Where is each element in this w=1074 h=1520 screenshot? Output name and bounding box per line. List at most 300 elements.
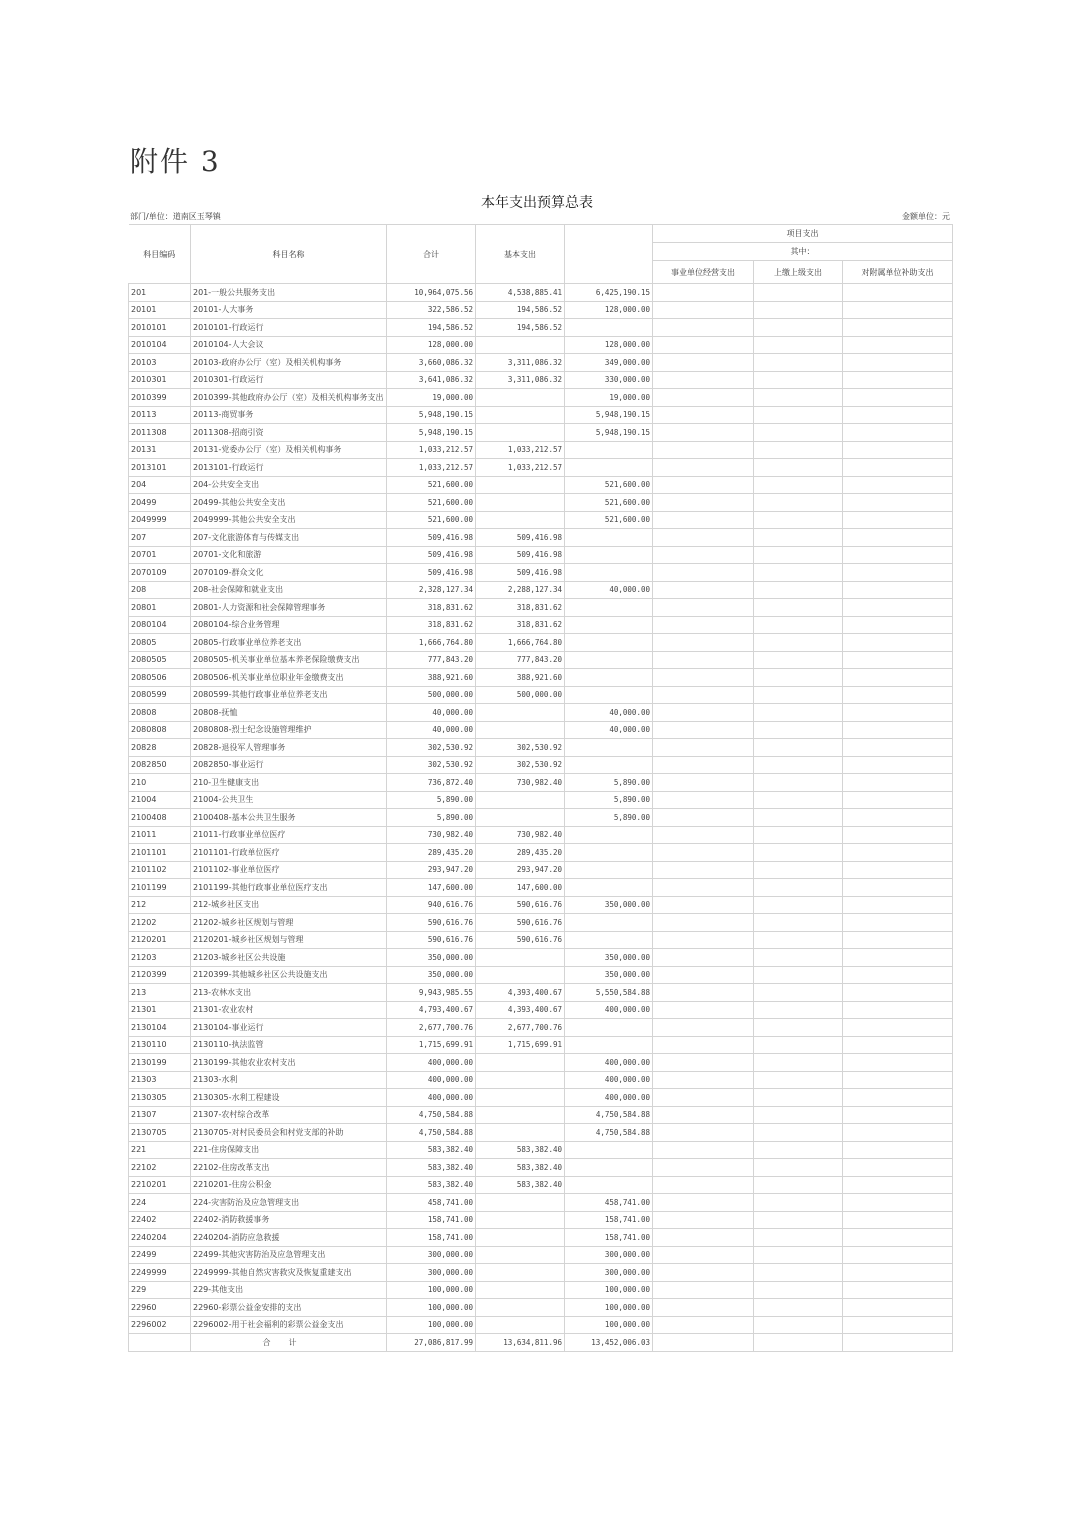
sub-grant-cell	[843, 914, 953, 932]
subject-code-cell: 229	[129, 1281, 191, 1299]
sub-upper-cell	[754, 1281, 843, 1299]
table-row	[129, 354, 953, 372]
basic-cell: 3,311,086.32	[476, 354, 565, 372]
subject-code-cell: 2120201	[129, 931, 191, 949]
subject-code-cell: 2049999	[129, 511, 191, 529]
sub-upper-cell	[754, 931, 843, 949]
basic-cell	[476, 494, 565, 512]
total-cell: 350,000.00	[387, 966, 476, 984]
table-row	[129, 476, 953, 494]
project-cell	[565, 441, 653, 459]
basic-cell	[476, 511, 565, 529]
subject-name-cell: 21011-行政事业单位医疗	[191, 826, 387, 844]
sub-grant-cell	[843, 599, 953, 617]
project-cell	[565, 1036, 653, 1054]
subject-name-cell: 213-农林水支出	[191, 984, 387, 1002]
sub-public-cell	[653, 1316, 754, 1334]
basic-cell	[476, 704, 565, 722]
basic-cell: 730,982.40	[476, 774, 565, 792]
total-cell: 100,000.00	[387, 1299, 476, 1317]
basic-cell: 293,947.20	[476, 861, 565, 879]
sub-public-cell	[653, 1071, 754, 1089]
table-row	[129, 1281, 953, 1299]
budget-table-body	[129, 284, 953, 1352]
subject-name-cell: 2049999-其他公共安全支出	[191, 511, 387, 529]
sub-public-cell	[653, 529, 754, 547]
project-cell: 400,000.00	[565, 1071, 653, 1089]
subject-code-cell: 2240204	[129, 1229, 191, 1247]
project-cell	[565, 564, 653, 582]
sub-grant-cell	[843, 459, 953, 477]
subject-name-cell: 210-卫生健康支出	[191, 774, 387, 792]
project-cell: 400,000.00	[565, 1089, 653, 1107]
subject-code-cell: 212	[129, 896, 191, 914]
table-row	[129, 1141, 953, 1159]
subject-name-cell: 2080506-机关事业单位职业年金缴费支出	[191, 669, 387, 687]
sub-upper-cell	[754, 914, 843, 932]
sub-public-cell	[653, 564, 754, 582]
subject-name-cell: 2240204-消防应急救援	[191, 1229, 387, 1247]
subject-name-cell: 2101101-行政单位医疗	[191, 844, 387, 862]
sub-grant-cell	[843, 336, 953, 354]
sub-grant-cell	[843, 879, 953, 897]
subject-name-cell: 2100408-基本公共卫生服务	[191, 809, 387, 827]
table-row	[129, 651, 953, 669]
project-cell	[565, 529, 653, 547]
sub-upper-cell	[754, 529, 843, 547]
project-cell: 4,750,584.88	[565, 1106, 653, 1124]
sub-upper-cell	[754, 1071, 843, 1089]
project-cell	[565, 616, 653, 634]
sub-public-cell	[653, 651, 754, 669]
basic-cell	[476, 1246, 565, 1264]
total-cell: 158,741.00	[387, 1229, 476, 1247]
table-row	[129, 949, 953, 967]
sub-grant-cell	[843, 669, 953, 687]
sub-public-cell	[653, 1299, 754, 1317]
project-cell: 40,000.00	[565, 581, 653, 599]
basic-cell	[476, 1281, 565, 1299]
sub-public-cell	[653, 1281, 754, 1299]
sub-public-cell	[653, 686, 754, 704]
total-cell: 940,616.76	[387, 896, 476, 914]
total-cell: 2,677,700.76	[387, 1019, 476, 1037]
basic-cell: 590,616.76	[476, 914, 565, 932]
subject-code-cell: 22499	[129, 1246, 191, 1264]
subject-name-cell: 21303-水利	[191, 1071, 387, 1089]
basic-cell: 4,393,400.67	[476, 1001, 565, 1019]
sub-public-cell	[653, 1194, 754, 1212]
subject-code-cell: 2130104	[129, 1019, 191, 1037]
sub-upper-cell	[754, 406, 843, 424]
total-cell: 194,586.52	[387, 319, 476, 337]
basic-cell	[476, 1211, 565, 1229]
subject-name-cell: 22102-住房改革支出	[191, 1159, 387, 1177]
basic-cell: 2,288,127.34	[476, 581, 565, 599]
budget-table	[128, 224, 953, 1352]
subject-name-cell: 2070109-群众文化	[191, 564, 387, 582]
total-cell: 736,872.40	[387, 774, 476, 792]
total-cell: 318,831.62	[387, 599, 476, 617]
grand-basic-cell: 13,634,811.96	[476, 1334, 565, 1352]
header-total: 合计	[387, 225, 476, 284]
sub-grant-cell	[843, 1071, 953, 1089]
table-row	[129, 984, 953, 1002]
subject-code-cell: 20131	[129, 441, 191, 459]
basic-cell	[476, 336, 565, 354]
basic-cell	[476, 809, 565, 827]
table-row	[129, 966, 953, 984]
total-cell: 2,328,127.34	[387, 581, 476, 599]
sub-upper-cell	[754, 966, 843, 984]
sub-public-cell	[653, 949, 754, 967]
table-row	[129, 1054, 953, 1072]
sub-grant-cell	[843, 1264, 953, 1282]
sub-upper-cell	[754, 1316, 843, 1334]
total-cell: 583,382.40	[387, 1176, 476, 1194]
table-row	[129, 284, 953, 302]
sub-public-cell	[653, 616, 754, 634]
sub-upper-cell	[754, 546, 843, 564]
table-row	[129, 774, 953, 792]
basic-cell	[476, 1124, 565, 1142]
header-project: 项目支出	[653, 225, 953, 243]
basic-cell: 318,831.62	[476, 599, 565, 617]
subject-code-cell: 213	[129, 984, 191, 1002]
total-cell: 9,943,985.55	[387, 984, 476, 1002]
table-row	[129, 844, 953, 862]
basic-cell: 730,982.40	[476, 826, 565, 844]
basic-cell: 289,435.20	[476, 844, 565, 862]
sub-public-cell	[653, 1089, 754, 1107]
sub-public-cell	[653, 1229, 754, 1247]
basic-cell	[476, 1071, 565, 1089]
basic-cell	[476, 1264, 565, 1282]
subject-name-cell: 2130104-事业运行	[191, 1019, 387, 1037]
basic-cell: 1,033,212.57	[476, 459, 565, 477]
sub-grant-cell	[843, 1036, 953, 1054]
project-cell: 100,000.00	[565, 1299, 653, 1317]
subject-code-cell: 2120399	[129, 966, 191, 984]
sub-upper-cell	[754, 511, 843, 529]
subject-name-cell: 2130305-水利工程建设	[191, 1089, 387, 1107]
subject-code-cell: 2080104	[129, 616, 191, 634]
total-cell: 147,600.00	[387, 879, 476, 897]
total-cell: 4,750,584.88	[387, 1124, 476, 1142]
table-row	[129, 459, 953, 477]
table-row	[129, 756, 953, 774]
subject-code-cell: 22960	[129, 1299, 191, 1317]
sub-grant-cell	[843, 1089, 953, 1107]
sub-public-cell	[653, 1141, 754, 1159]
table-row	[129, 1316, 953, 1334]
basic-cell: 4,393,400.67	[476, 984, 565, 1002]
project-cell: 521,600.00	[565, 511, 653, 529]
subject-code-cell: 2082850	[129, 756, 191, 774]
subject-name-cell: 20805-行政事业单位养老支出	[191, 634, 387, 652]
header-of-which: 其中：	[653, 243, 953, 261]
total-cell: 1,715,699.91	[387, 1036, 476, 1054]
subject-code-cell: 2130199	[129, 1054, 191, 1072]
sub-public-cell	[653, 1001, 754, 1019]
sub-public-cell	[653, 721, 754, 739]
subject-name-cell: 20828-退役军人管理事务	[191, 739, 387, 757]
table-row	[129, 371, 953, 389]
sub-upper-cell	[754, 721, 843, 739]
subject-name-cell: 2013101-行政运行	[191, 459, 387, 477]
table-row	[129, 581, 953, 599]
basic-cell	[476, 424, 565, 442]
sub-upper-cell	[754, 284, 843, 302]
subject-code-cell: 208	[129, 581, 191, 599]
sub-grant-cell	[843, 634, 953, 652]
total-cell: 400,000.00	[387, 1054, 476, 1072]
total-cell: 158,741.00	[387, 1211, 476, 1229]
basic-cell	[476, 1299, 565, 1317]
project-cell: 5,890.00	[565, 791, 653, 809]
subject-name-cell: 2080505-机关事业单位基本养老保险缴费支出	[191, 651, 387, 669]
project-cell: 5,948,190.15	[565, 424, 653, 442]
sub-upper-cell	[754, 1036, 843, 1054]
project-cell	[565, 1176, 653, 1194]
sub-grant-cell	[843, 581, 953, 599]
total-cell: 509,416.98	[387, 529, 476, 547]
table-row	[129, 529, 953, 547]
sub-public-cell	[653, 441, 754, 459]
subject-code-cell: 21303	[129, 1071, 191, 1089]
sub-upper-cell	[754, 581, 843, 599]
subject-code-cell: 20101	[129, 301, 191, 319]
sub-public-cell	[653, 581, 754, 599]
project-cell: 5,890.00	[565, 774, 653, 792]
project-cell	[565, 459, 653, 477]
subject-code-cell: 21307	[129, 1106, 191, 1124]
sub-public-cell	[653, 669, 754, 687]
basic-cell	[476, 406, 565, 424]
basic-cell: 509,416.98	[476, 564, 565, 582]
total-cell: 5,890.00	[387, 809, 476, 827]
total-code-cell	[129, 1334, 191, 1352]
basic-cell	[476, 721, 565, 739]
sub-grant-cell	[843, 546, 953, 564]
sub-public-cell	[653, 599, 754, 617]
total-cell: 590,616.76	[387, 914, 476, 932]
project-cell	[565, 319, 653, 337]
basic-cell	[476, 1194, 565, 1212]
subject-name-cell: 20499-其他公共安全支出	[191, 494, 387, 512]
project-cell: 40,000.00	[565, 721, 653, 739]
project-cell: 100,000.00	[565, 1316, 653, 1334]
project-cell: 350,000.00	[565, 896, 653, 914]
sub-upper-cell	[754, 896, 843, 914]
sub-upper-cell	[754, 634, 843, 652]
subject-name-cell: 21203-城乡社区公共设施	[191, 949, 387, 967]
total-cell: 1,033,212.57	[387, 459, 476, 477]
subject-name-cell: 21202-城乡社区规划与管理	[191, 914, 387, 932]
total-cell: 302,530.92	[387, 756, 476, 774]
sub-grant-cell	[843, 966, 953, 984]
basic-cell: 2,677,700.76	[476, 1019, 565, 1037]
sub-public-cell	[653, 336, 754, 354]
total-cell: 40,000.00	[387, 721, 476, 739]
sub-grant-cell	[843, 1159, 953, 1177]
table-row	[129, 1246, 953, 1264]
project-cell: 521,600.00	[565, 476, 653, 494]
project-cell: 4,750,584.88	[565, 1124, 653, 1142]
header-project-blank	[565, 225, 653, 284]
basic-cell	[476, 1229, 565, 1247]
project-cell: 400,000.00	[565, 1054, 653, 1072]
table-row	[129, 634, 953, 652]
total-cell: 777,843.20	[387, 651, 476, 669]
table-row	[129, 704, 953, 722]
project-cell: 349,000.00	[565, 354, 653, 372]
sub-upper-cell	[754, 844, 843, 862]
basic-cell	[476, 1106, 565, 1124]
sub-grant-cell	[843, 651, 953, 669]
project-cell: 5,890.00	[565, 809, 653, 827]
sub-public-cell	[653, 896, 754, 914]
sub-grant-cell	[843, 1246, 953, 1264]
project-cell: 100,000.00	[565, 1281, 653, 1299]
sub-public-cell	[653, 1054, 754, 1072]
sub-grant-cell	[843, 896, 953, 914]
table-row	[129, 319, 953, 337]
sub-upper-cell	[754, 1141, 843, 1159]
project-cell: 400,000.00	[565, 1001, 653, 1019]
sub-upper-cell	[754, 739, 843, 757]
subject-code-cell: 21301	[129, 1001, 191, 1019]
subject-code-cell: 2100408	[129, 809, 191, 827]
table-row	[129, 721, 953, 739]
project-cell: 5,948,190.15	[565, 406, 653, 424]
total-cell: 128,000.00	[387, 336, 476, 354]
subject-code-cell: 20801	[129, 599, 191, 617]
subject-name-cell: 2296002-用于社会福利的彩票公益金支出	[191, 1316, 387, 1334]
basic-cell: 302,530.92	[476, 739, 565, 757]
project-cell	[565, 599, 653, 617]
subject-name-cell: 2120201-城乡社区规划与管理	[191, 931, 387, 949]
basic-cell: 583,382.40	[476, 1176, 565, 1194]
sub-public-cell	[653, 756, 754, 774]
total-cell: 302,530.92	[387, 739, 476, 757]
sub-public-cell	[653, 634, 754, 652]
project-cell	[565, 844, 653, 862]
table-row	[129, 686, 953, 704]
project-cell: 330,000.00	[565, 371, 653, 389]
subject-code-cell: 21203	[129, 949, 191, 967]
sub-upper-cell	[754, 1159, 843, 1177]
total-cell: 521,600.00	[387, 494, 476, 512]
subject-name-cell: 22960-彩票公益金安排的支出	[191, 1299, 387, 1317]
sub-grant-cell	[843, 809, 953, 827]
table-row	[129, 564, 953, 582]
subject-code-cell: 2070109	[129, 564, 191, 582]
subject-code-cell: 207	[129, 529, 191, 547]
total-cell: 509,416.98	[387, 564, 476, 582]
subject-name-cell: 21307-农村综合改革	[191, 1106, 387, 1124]
subject-name-cell: 2010101-行政运行	[191, 319, 387, 337]
total-label-cell: 合计	[191, 1334, 387, 1352]
header-basic: 基本支出	[476, 225, 565, 284]
subject-name-cell: 2082850-事业运行	[191, 756, 387, 774]
sub-upper-cell	[754, 1176, 843, 1194]
sub-upper-cell	[754, 1246, 843, 1264]
sub-public-cell	[653, 424, 754, 442]
subject-name-cell: 22499-其他灾害防治及应急管理支出	[191, 1246, 387, 1264]
subject-name-cell: 2210201-住房公积金	[191, 1176, 387, 1194]
sub-grant-cell	[843, 1054, 953, 1072]
subject-code-cell: 2101199	[129, 879, 191, 897]
project-cell: 19,000.00	[565, 389, 653, 407]
department-label: 部门/单位：道南区玉琴镇	[130, 212, 221, 221]
sub-public-cell	[653, 809, 754, 827]
table-row	[129, 1124, 953, 1142]
sub-grant-cell	[843, 1229, 953, 1247]
sub-grant-cell	[843, 389, 953, 407]
basic-cell: 388,921.60	[476, 669, 565, 687]
sub-public-cell	[653, 861, 754, 879]
project-cell	[565, 686, 653, 704]
table-row	[129, 669, 953, 687]
subject-code-cell: 201	[129, 284, 191, 302]
subject-code-cell: 2080506	[129, 669, 191, 687]
total-cell: 5,890.00	[387, 791, 476, 809]
sub-grant-cell	[843, 1019, 953, 1037]
subject-name-cell: 2080808-烈士纪念设施管理维护	[191, 721, 387, 739]
sub-public-cell	[653, 791, 754, 809]
total-cell: 400,000.00	[387, 1071, 476, 1089]
sub-grant-cell	[843, 704, 953, 722]
subject-name-cell: 2101199-其他行政事业单位医疗支出	[191, 879, 387, 897]
basic-cell: 1,666,764.80	[476, 634, 565, 652]
sub-upper-cell	[754, 564, 843, 582]
table-row	[129, 599, 953, 617]
sub-public-cell	[653, 984, 754, 1002]
header-sub-grant: 对附属单位补助支出	[843, 261, 953, 284]
sub-grant-cell	[843, 739, 953, 757]
basic-cell: 583,382.40	[476, 1141, 565, 1159]
total-cell: 100,000.00	[387, 1316, 476, 1334]
sub-grant-cell	[843, 1316, 953, 1334]
basic-cell: 147,600.00	[476, 879, 565, 897]
table-row	[129, 879, 953, 897]
sub-upper-cell	[754, 1264, 843, 1282]
subject-name-cell: 2130199-其他农业农村支出	[191, 1054, 387, 1072]
subject-name-cell: 2010104-人大会议	[191, 336, 387, 354]
table-row	[129, 896, 953, 914]
sub-grant-cell	[843, 1124, 953, 1142]
sub-grant-cell	[843, 844, 953, 862]
sub-upper-cell	[754, 424, 843, 442]
sub-grant-cell	[843, 476, 953, 494]
subject-code-cell: 20103	[129, 354, 191, 372]
total-cell: 289,435.20	[387, 844, 476, 862]
project-cell: 350,000.00	[565, 966, 653, 984]
subject-name-cell: 2011308-招商引资	[191, 424, 387, 442]
basic-cell: 777,843.20	[476, 651, 565, 669]
subject-code-cell: 2010104	[129, 336, 191, 354]
subject-name-cell: 2080599-其他行政事业单位养老支出	[191, 686, 387, 704]
sub-upper-cell	[754, 459, 843, 477]
total-cell: 509,416.98	[387, 546, 476, 564]
sub-grant-cell	[843, 529, 953, 547]
project-cell	[565, 1159, 653, 1177]
subject-name-cell: 20808-抚恤	[191, 704, 387, 722]
subject-code-cell: 210	[129, 774, 191, 792]
subject-code-cell: 2130705	[129, 1124, 191, 1142]
subject-code-cell: 2249999	[129, 1264, 191, 1282]
